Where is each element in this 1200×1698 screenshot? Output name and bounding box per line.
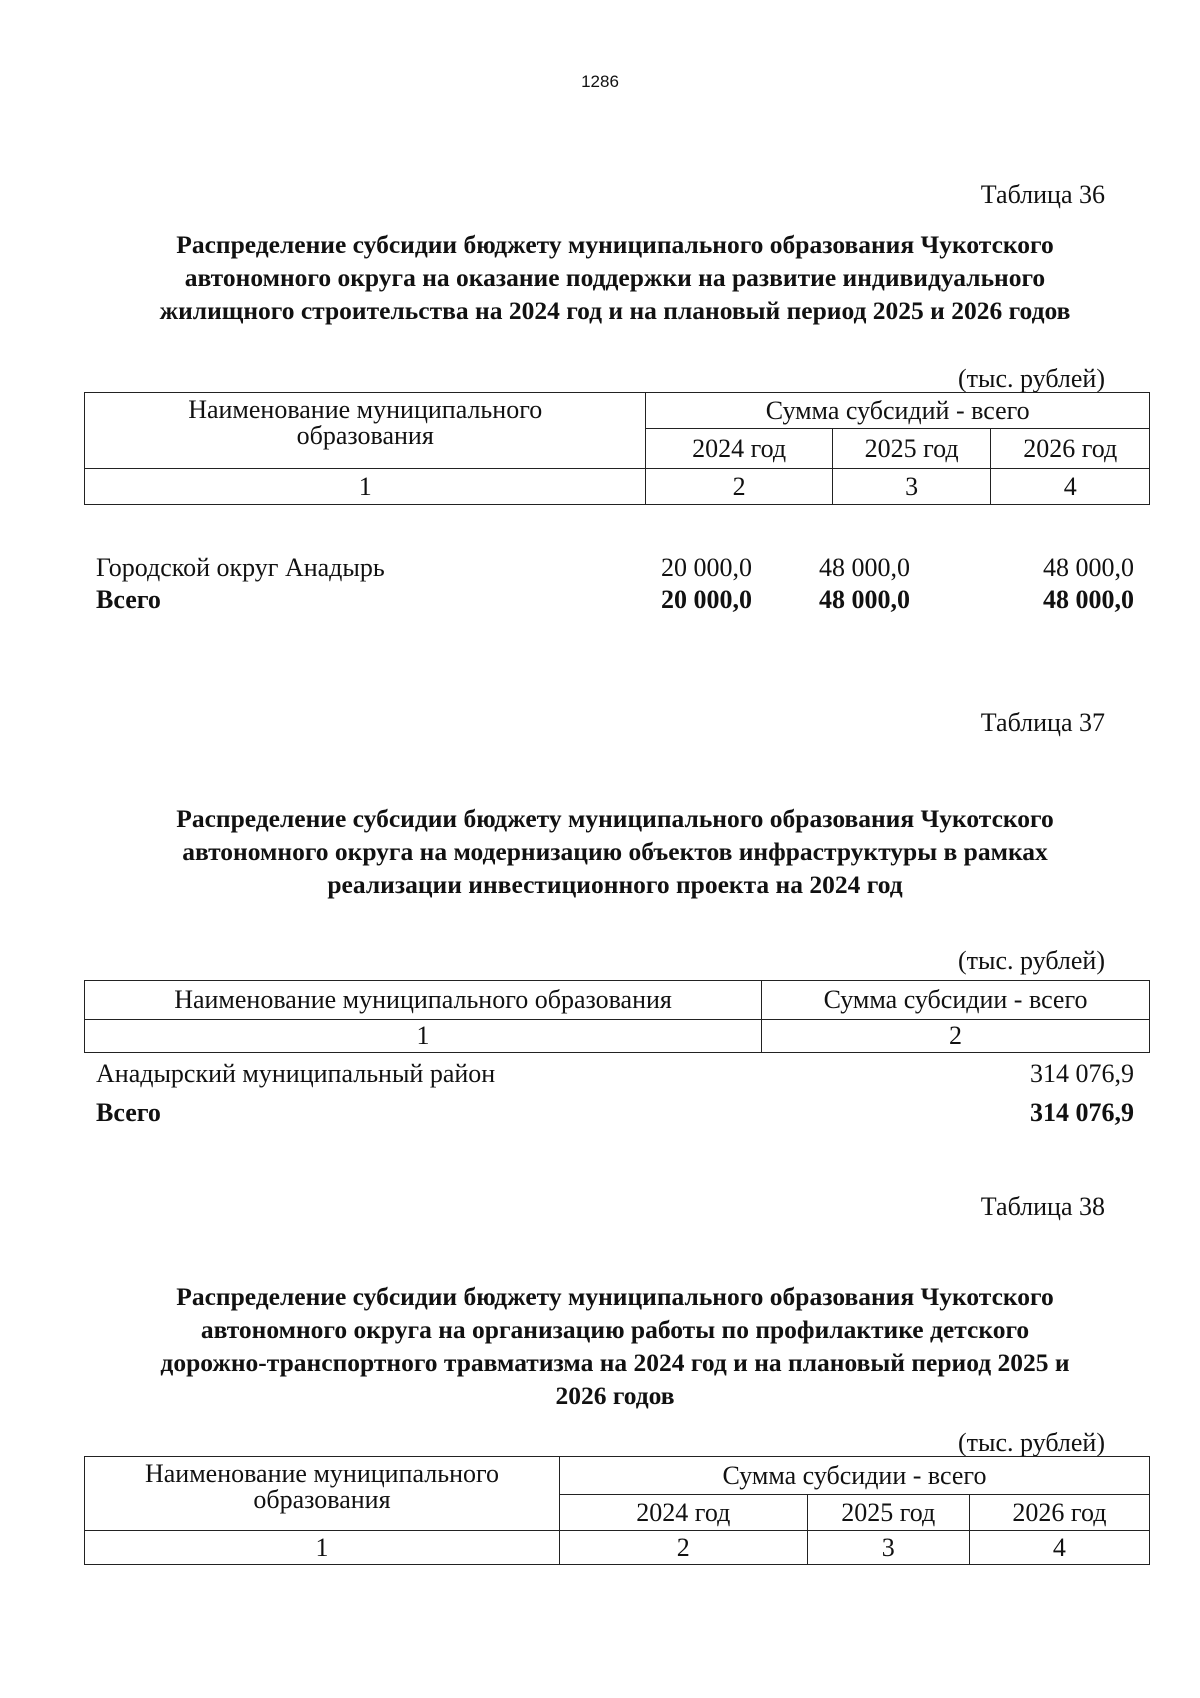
row-value-2025: 48 000,0	[819, 553, 910, 582]
units-label: (тыс. рублей)	[957, 946, 1105, 975]
table-36-header	[84, 392, 1150, 505]
header-year-cell: 2024 год	[646, 429, 832, 469]
total-value: 314 076,9	[1030, 1098, 1134, 1127]
title-line: дорожно-транспортного травматизма на 2024 год и на плановый период 2025 и	[160, 1348, 1070, 1377]
table-38-title	[80, 1280, 1150, 1412]
column-number-cell: 4	[991, 469, 1150, 505]
header-sum-cell: Сумма субсидии - всего	[762, 981, 1150, 1020]
title-line: Распределение субсидии бюджету муниципального образования Чукотского	[176, 1282, 1054, 1311]
header-name-line: образования	[296, 421, 434, 450]
title-line: автономного округа на организацию работы по профилактике детского	[200, 1315, 1030, 1344]
header-year-cell: 2026 год	[969, 1495, 1149, 1531]
row-value-2026: 48 000,0	[1043, 553, 1134, 582]
units-label: (тыс. рублей)	[957, 364, 1105, 393]
table-38-number: Таблица 38	[980, 1192, 1105, 1221]
header-sum-cell: Сумма субсидий - всего	[646, 393, 1150, 429]
title-line: Распределение субсидии бюджету муниципального образования Чукотского	[176, 804, 1054, 833]
title-line: автономного округа на оказание поддержки на развитие индивидуального	[184, 263, 1046, 292]
row-name: Анадырский муниципальный район	[96, 1059, 496, 1088]
row-value-2024: 20 000,0	[661, 553, 752, 582]
header-name-cell	[85, 393, 646, 469]
header-name-line: образования	[253, 1485, 391, 1514]
page-number: 1286	[581, 72, 619, 91]
table-37-title	[80, 802, 1150, 901]
column-number-cell: 3	[832, 469, 991, 505]
column-number-cell: 2	[762, 1020, 1150, 1053]
header-year-cell: 2024 год	[559, 1495, 807, 1531]
column-number-cell: 1	[85, 1531, 560, 1565]
title-line: реализации инвестиционного проекта на 2024 год	[327, 870, 903, 899]
table-row	[96, 553, 1134, 585]
total-value-2024: 20 000,0	[661, 585, 752, 614]
total-row	[96, 1098, 1134, 1130]
total-row	[96, 585, 1134, 617]
row-value: 314 076,9	[1030, 1059, 1134, 1088]
column-number-cell: 4	[969, 1531, 1149, 1565]
header-name-cell	[85, 1457, 560, 1531]
table-38-header	[84, 1456, 1150, 1565]
column-number-cell: 2	[646, 469, 832, 505]
total-label: Всего	[96, 1098, 161, 1127]
row-name: Городской округ Анадырь	[96, 553, 385, 582]
title-line: автономного округа на модернизацию объектов инфраструктуры в рамках	[182, 837, 1048, 866]
column-number-cell: 1	[85, 1020, 762, 1053]
table-row	[96, 1059, 1134, 1091]
title-line: 2026 годов	[555, 1381, 675, 1410]
header-year-cell: 2026 год	[991, 429, 1150, 469]
title-line: жилищного строительства на 2024 год и на плановый период 2025 и 2026 годов	[159, 296, 1071, 325]
header-year-cell: 2025 год	[807, 1495, 969, 1531]
header-name-line: Наименование муниципального	[188, 395, 543, 424]
table-36-title	[80, 228, 1150, 327]
total-value-2025: 48 000,0	[819, 585, 910, 614]
header-sum-cell: Сумма субсидии - всего	[559, 1457, 1149, 1495]
header-year-cell: 2025 год	[832, 429, 991, 469]
header-name-line: Наименование муниципального	[144, 1459, 500, 1488]
table-36-number: Таблица 36	[980, 180, 1105, 209]
table-37-header	[84, 980, 1150, 1053]
units-label: (тыс. рублей)	[957, 1428, 1105, 1457]
column-number-cell: 2	[559, 1531, 807, 1565]
column-number-cell: 3	[807, 1531, 969, 1565]
title-line: Распределение субсидии бюджету муниципального образования Чукотского	[176, 230, 1054, 259]
table-37-number: Таблица 37	[980, 708, 1105, 737]
total-label: Всего	[96, 585, 161, 614]
total-value-2026: 48 000,0	[1043, 585, 1134, 614]
column-number-cell: 1	[85, 469, 646, 505]
header-name-cell: Наименование муниципального образования	[85, 981, 762, 1020]
